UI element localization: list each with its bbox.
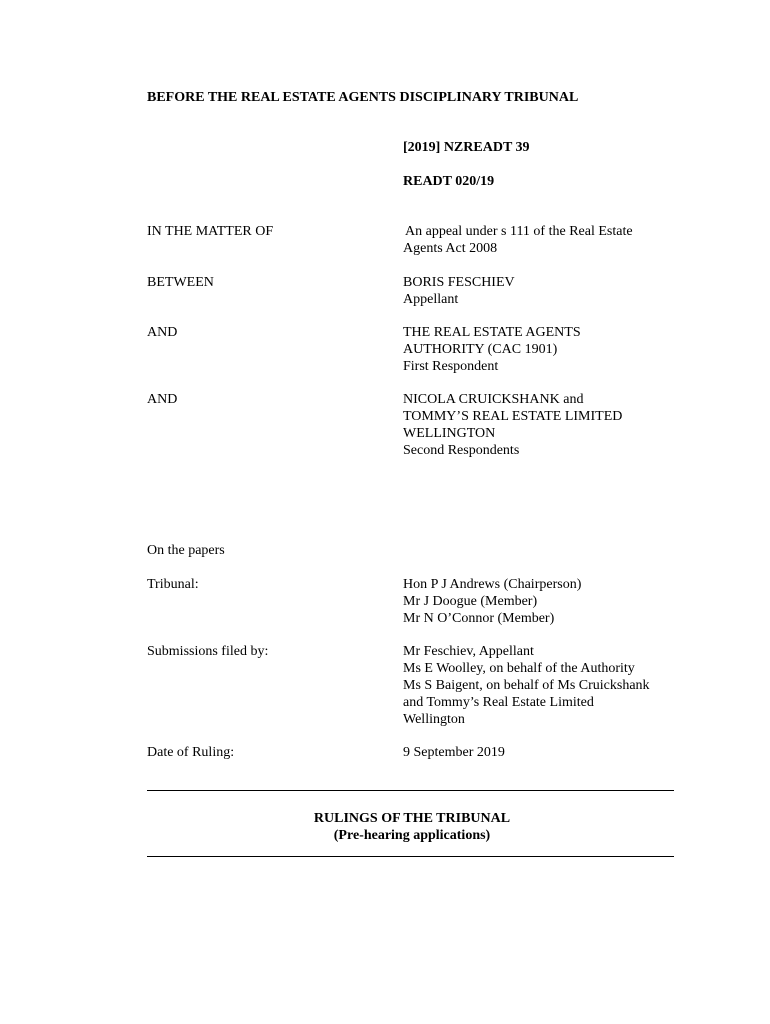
party-line: BORIS FESCHIEV xyxy=(403,275,515,290)
hearing-mode: On the papers xyxy=(147,543,225,558)
tribunal-label: Tribunal: xyxy=(147,577,199,592)
party-label-and-first: AND xyxy=(147,325,178,340)
member-line: Hon P J Andrews (Chairperson) xyxy=(403,577,582,592)
party-line: THE REAL ESTATE AGENTS xyxy=(403,325,581,340)
submission-line: Mr Feschiev, Appellant xyxy=(403,644,534,659)
submissions-list xyxy=(403,643,650,728)
party-detail-second-respondents xyxy=(403,391,622,459)
top-divider xyxy=(147,790,674,791)
party-line: Appellant xyxy=(403,292,459,307)
submission-line: Wellington xyxy=(403,712,465,727)
party-line: WELLINGTON xyxy=(403,426,496,441)
party-label-and-second: AND xyxy=(147,392,178,407)
ruling-date: 9 September 2019 xyxy=(403,745,505,760)
party-line: Agents Act 2008 xyxy=(403,241,498,256)
file-number: READT 020/19 xyxy=(403,174,495,189)
submission-line: Ms S Baigent, on behalf of Ms Cruickshank xyxy=(403,678,650,693)
party-detail-first-respondent xyxy=(403,324,581,375)
party-line: Second Respondents xyxy=(403,443,520,458)
tribunal-members xyxy=(403,576,581,627)
party-label-between: BETWEEN xyxy=(147,275,214,290)
party-line: First Respondent xyxy=(403,359,499,374)
date-label: Date of Ruling: xyxy=(147,745,235,760)
party-label-matter: IN THE MATTER OF xyxy=(147,224,274,239)
ruling-title: RULINGS OF THE TRIBUNAL xyxy=(313,811,511,826)
submission-line: and Tommy’s Real Estate Limited xyxy=(403,695,594,710)
party-detail-appellant xyxy=(403,274,515,308)
member-line: Mr J Doogue (Member) xyxy=(403,594,538,609)
submissions-label: Submissions filed by: xyxy=(147,644,269,659)
party-line: An appeal under s 111 of the Real Estate xyxy=(405,224,633,239)
party-line: NICOLA CRUICKSHANK and xyxy=(403,392,584,407)
party-detail-matter xyxy=(405,223,633,257)
ruling-subtitle: (Pre-hearing applications) xyxy=(333,828,491,843)
party-line: AUTHORITY (CAC 1901) xyxy=(403,342,558,357)
party-line: TOMMY’S REAL ESTATE LIMITED xyxy=(403,409,623,424)
submission-line: Ms E Woolley, on behalf of the Authority xyxy=(403,661,635,676)
tribunal-heading: BEFORE THE REAL ESTATE AGENTS DISCIPLINARY TRIBUNAL xyxy=(147,90,579,105)
citation: [2019] NZREADT 39 xyxy=(403,140,530,155)
member-line: Mr N O’Connor (Member) xyxy=(403,611,555,626)
bottom-divider xyxy=(147,856,674,857)
